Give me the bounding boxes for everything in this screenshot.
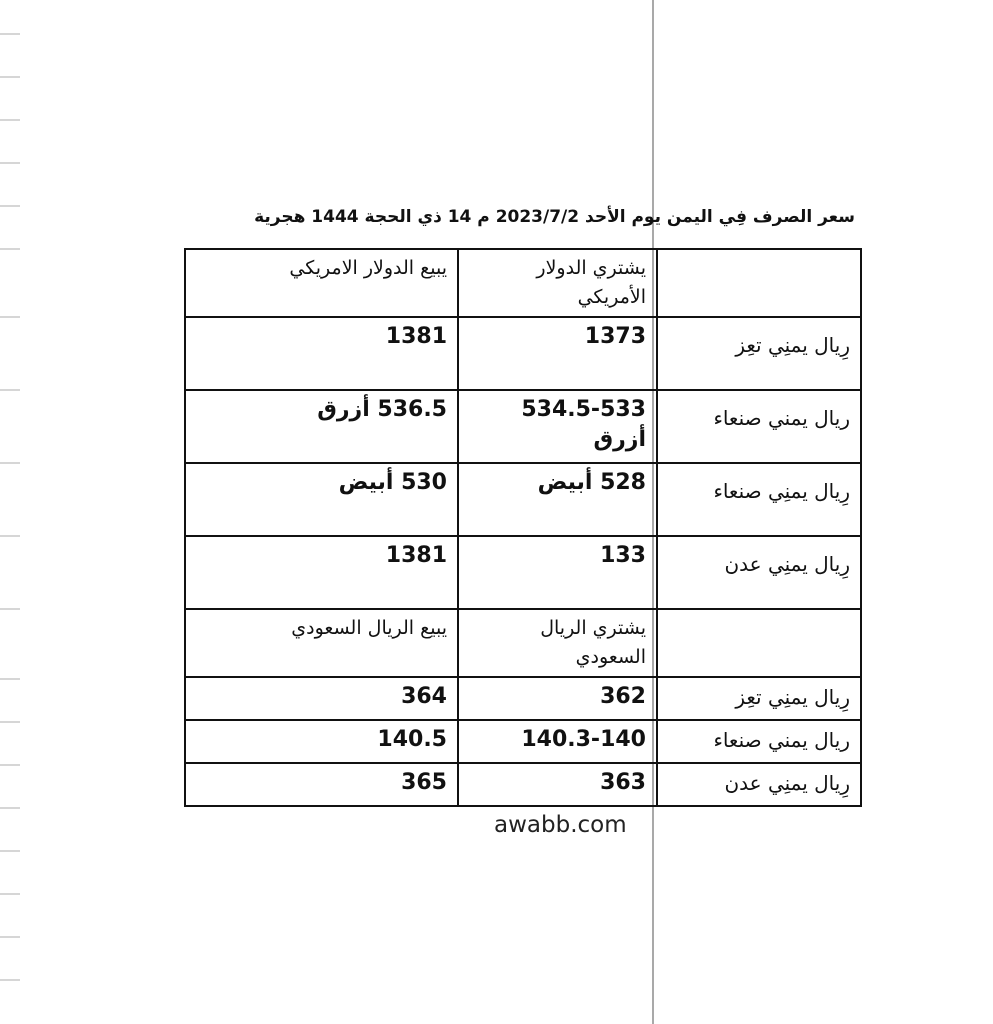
- margin-tick: [0, 205, 20, 207]
- table-row: [185, 390, 861, 463]
- riyal-buy-header: يشتري الريال السعودي: [458, 609, 657, 677]
- document-title: سعر الصرف فِي اليمن يوم الأحد 2023/7/2 م 14 ذي الحجة 1444 هجرية: [254, 207, 855, 227]
- margin-tick: [0, 33, 20, 35]
- table-row: [185, 536, 861, 609]
- margin-tick: [0, 764, 20, 766]
- margin-tick: [0, 316, 20, 318]
- buy-rate: 1373: [458, 317, 657, 390]
- margin-tick: [0, 162, 20, 164]
- margin-tick: [0, 608, 20, 610]
- sell-rate: 365: [185, 763, 458, 806]
- table-row: [185, 677, 861, 720]
- table-row: [185, 720, 861, 763]
- buy-rate: 528 أبيض: [458, 463, 657, 536]
- sell-rate: 536.5 أزرق: [185, 390, 458, 463]
- sell-rate: 140.5: [185, 720, 458, 763]
- margin-tick: [0, 389, 20, 391]
- buy-rate: 133: [458, 536, 657, 609]
- currency-label: رِيال يمنِي عدن: [657, 763, 861, 806]
- header-empty-cell: [657, 249, 861, 317]
- sell-rate: 1381: [185, 317, 458, 390]
- margin-tick: [0, 721, 20, 723]
- margin-tick: [0, 119, 20, 121]
- table-row: [185, 463, 861, 536]
- buy-rate: 363: [458, 763, 657, 806]
- riyal-header-row: [185, 609, 861, 677]
- margin-tick: [0, 807, 20, 809]
- table-row: [185, 317, 861, 390]
- currency-label: رِيال يمنِي تعِز: [657, 317, 861, 390]
- margin-tick: [0, 248, 20, 250]
- exchange-rate-table: [184, 248, 862, 807]
- header-empty-cell: [657, 609, 861, 677]
- buy-rate: 140.3-140: [458, 720, 657, 763]
- riyal-sell-header: يبيع الريال السعودي: [185, 609, 458, 677]
- margin-tick: [0, 936, 20, 938]
- table-row: [185, 763, 861, 806]
- margin-tick: [0, 76, 20, 78]
- currency-label: رِيال يمنِي تعِز: [657, 677, 861, 720]
- buy-rate: 362: [458, 677, 657, 720]
- currency-label: ريال يمني صنعاء: [657, 720, 861, 763]
- margin-tick: [0, 535, 20, 537]
- margin-tick: [0, 893, 20, 895]
- dollar-header-row: [185, 249, 861, 317]
- margin-tick: [0, 462, 20, 464]
- currency-label: ريال يمني صنعاء: [657, 390, 861, 463]
- margin-tick: [0, 678, 20, 680]
- sell-rate: 364: [185, 677, 458, 720]
- website-label: awabb.com: [494, 812, 627, 838]
- dollar-buy-header: يشتري الدولار الأمريكي: [458, 249, 657, 317]
- buy-rate: 534.5-533 أزرق: [458, 390, 657, 463]
- currency-label: رِيال يمنِي عدن: [657, 536, 861, 609]
- sell-rate: 1381: [185, 536, 458, 609]
- sell-rate: 530 أبيض: [185, 463, 458, 536]
- dollar-sell-header: يبيع الدولار الامريكي: [185, 249, 458, 317]
- margin-tick: [0, 979, 20, 981]
- margin-tick: [0, 850, 20, 852]
- currency-label: رِيال يمنِي صنعاء: [657, 463, 861, 536]
- page-margin-ticks: [0, 0, 22, 1024]
